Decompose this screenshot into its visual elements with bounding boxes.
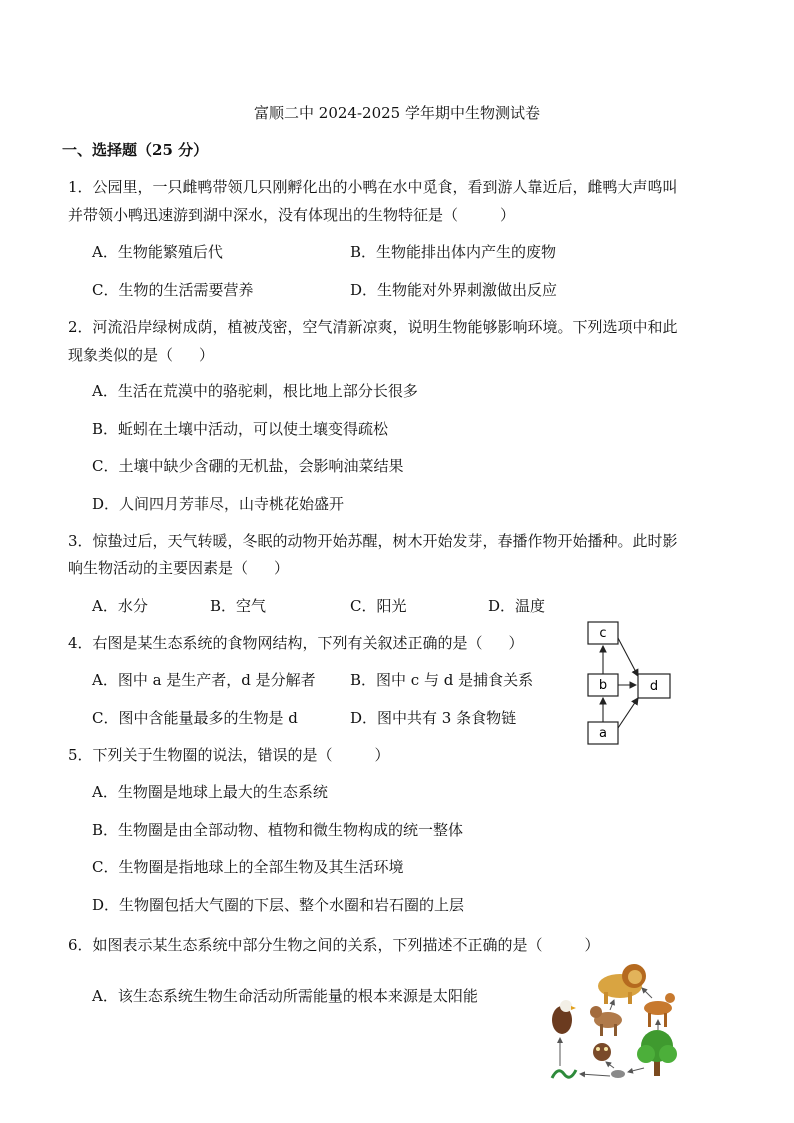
q5-option-c: C．生物圈是指地球上的全部生物及其生活环境	[92, 858, 404, 876]
arrow-mouse-snake	[580, 1074, 610, 1076]
q1-option-c: C．生物的生活需要营养	[92, 281, 254, 299]
q1-option-a: A．生物能繁殖后代	[92, 243, 223, 261]
eagle-icon	[552, 1000, 576, 1034]
q3-stem-line1: 3．惊蛰过后，天气转暖，冬眠的动物开始苏醒，树木开始发芽，春播作物开始播种。此时影	[68, 532, 678, 550]
q5-option-b: B．生物圈是由全部动物、植物和微生物构成的统一整体	[92, 821, 464, 839]
exam-title: 富顺二中 2024-2025 学年期中生物测试卷	[254, 104, 540, 122]
arrow-c-d	[618, 638, 638, 676]
q4-option-c: C．图中含能量最多的生物是 d	[92, 709, 298, 727]
q6-option-a: A．该生态系统生物生命活动所需能量的根本来源是太阳能	[92, 987, 478, 1005]
owl-icon	[593, 1043, 611, 1061]
q3-stem-line2: 响生物活动的主要因素是（ ）	[68, 559, 290, 577]
tree-icon	[637, 1030, 677, 1076]
q2-option-d: D．人间四月芳菲尽，山寺桃花始盛开	[92, 495, 345, 513]
q1-stem-line1: 1．公园里，一只雌鸭带领几只刚孵化出的小鸭在水中觅食，看到游人靠近后，雌鸭大声鸣叫	[68, 178, 678, 196]
deer-icon	[644, 993, 675, 1027]
q3-option-c: C．阳光	[350, 597, 407, 615]
arrow-a-d	[618, 698, 638, 728]
q4-option-b: B．图中 c 与 d 是捕食关系	[350, 671, 534, 689]
ecosystem-illustration	[540, 958, 690, 1086]
q6-stem: 6．如图表示某生态系统中部分生物之间的关系，下列描述不正确的是（ ）	[68, 936, 600, 954]
q1-option-b: B．生物能排出体内产生的废物	[350, 243, 557, 261]
arrow-mouse-owl	[606, 1062, 614, 1068]
arrow-fox-lion	[610, 1000, 614, 1010]
q3-option-a: A．水分	[92, 597, 148, 615]
q4-option-a: A．图中 a 是生产者，d 是分解者	[92, 671, 316, 689]
food-web-diagram	[578, 612, 678, 750]
node-c-label: c	[599, 626, 607, 641]
q1-option-d: D．生物能对外界刺激做出反应	[350, 281, 558, 299]
lion-icon	[598, 964, 646, 1004]
q3-option-b: B．空气	[210, 597, 267, 615]
fox-icon	[590, 1006, 622, 1036]
node-b-label: b	[598, 678, 608, 693]
q2-option-c: C．土壤中缺少含硼的无机盐，会影响油菜结果	[92, 457, 404, 475]
arrow-tree-mouse	[628, 1068, 644, 1072]
q2-option-b: B．蚯蚓在土壤中活动，可以使土壤变得疏松	[92, 420, 389, 438]
node-d-label: d	[649, 679, 659, 694]
q2-stem-line1: 2．河流沿岸绿树成荫，植被茂密，空气清新凉爽，说明生物能够影响环境。下列选项中和此	[68, 318, 678, 336]
q2-option-a: A．生活在荒漠中的骆驼刺，根比地上部分长很多	[92, 382, 418, 400]
q5-option-a: A．生物圈是地球上最大的生态系统	[92, 783, 328, 801]
section-heading: 一、选择题（25 分）	[62, 141, 209, 159]
q5-stem: 5．下列关于生物圈的说法，错误的是（ ）	[68, 746, 390, 764]
q4-option-d: D．图中共有 3 条食物链	[350, 709, 517, 727]
q4-stem: 4．右图是某生态系统的食物网结构，下列有关叙述正确的是（ ）	[68, 634, 524, 652]
q3-option-d: D．温度	[488, 597, 546, 615]
arrow-deer-lion	[642, 988, 652, 998]
q1-stem-line2: 并带领小鸭迅速游到湖中深水，没有体现出的生物特征是（ ）	[68, 206, 516, 224]
snake-icon	[552, 1070, 576, 1078]
node-a-label: a	[599, 726, 607, 741]
q2-stem-line2: 现象类似的是（ ）	[68, 346, 215, 364]
q5-option-d: D．生物圈包括大气圈的下层、整个水圈和岩石圈的上层	[92, 896, 465, 914]
mouse-icon	[611, 1070, 625, 1078]
